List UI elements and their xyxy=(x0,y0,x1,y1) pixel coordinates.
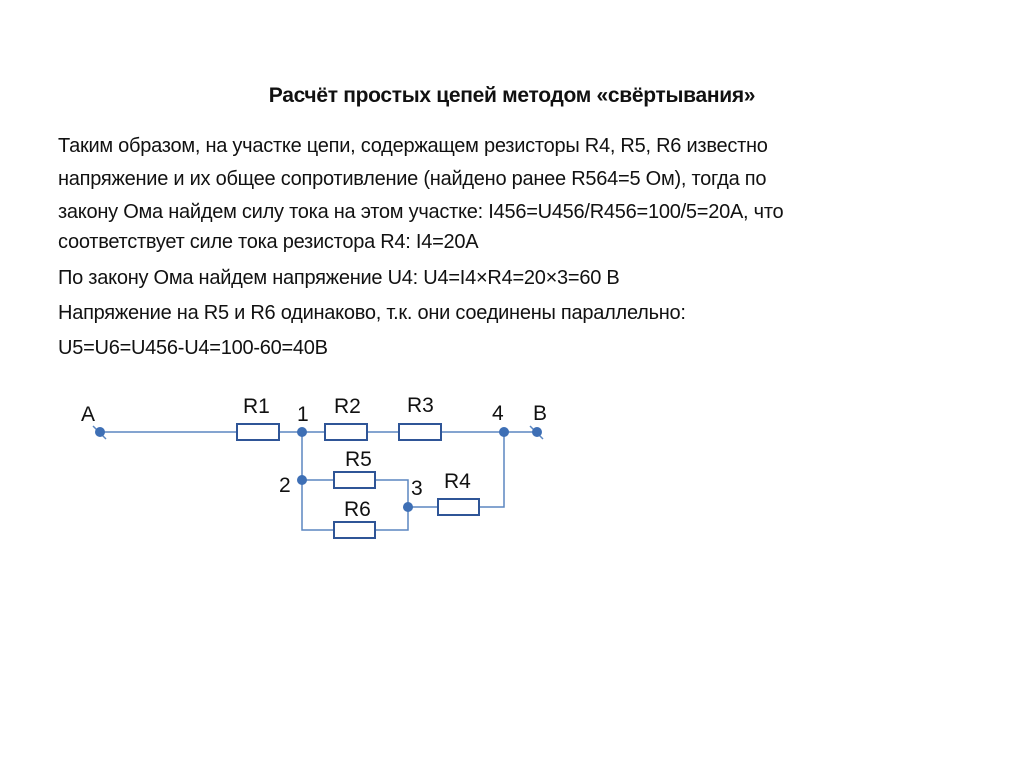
resistor-r6 xyxy=(334,522,375,538)
node-4 xyxy=(499,427,509,437)
text-line: закону Ома найдем силу тока на этом участке: I456=U456/R456=100/5=20A, что xyxy=(58,201,784,223)
label-node-4: 4 xyxy=(492,402,504,425)
label-b: B xyxy=(533,402,548,425)
resistor-r4 xyxy=(438,499,479,515)
terminal-a xyxy=(95,427,105,437)
label-a: A xyxy=(81,403,96,426)
paragraph-2: По закону Ома найдем напряжение U4: U4=I4×R4=20×3=60 В xyxy=(58,267,620,289)
resistor-r3 xyxy=(399,424,441,440)
slide-title: Расчёт простых цепей методом «свёртывания» xyxy=(268,84,756,107)
label-node-2: 2 xyxy=(279,474,291,497)
terminal-b xyxy=(532,427,542,437)
text-line: Таким образом, на участке цепи, содержащем резисторы R4, R5, R6 известно xyxy=(58,135,768,157)
label-r1: R1 xyxy=(243,395,270,418)
resistor-r1 xyxy=(237,424,279,440)
text-line: соответствует силе тока резистора R4: I4=20A xyxy=(58,231,479,253)
label-node-1: 1 xyxy=(297,403,309,426)
label-r4: R4 xyxy=(444,470,471,493)
node-3 xyxy=(403,502,413,512)
resistor-r5 xyxy=(334,472,375,488)
node-2 xyxy=(297,475,307,485)
node-1 xyxy=(297,427,307,437)
text-line: напряжение и их общее сопротивление (найдено ранее R564=5 Ом), тогда по xyxy=(58,168,767,190)
label-r3: R3 xyxy=(407,394,434,417)
label-r5: R5 xyxy=(345,448,372,471)
resistor-r2 xyxy=(325,424,367,440)
paragraph-4: U5=U6=U456-U4=100-60=40В xyxy=(58,337,328,359)
label-r6: R6 xyxy=(344,498,371,521)
label-r2: R2 xyxy=(334,395,361,418)
paragraph-3: Напряжение на R5 и R6 одинаково, т.к. они соединены параллельно: xyxy=(58,302,686,324)
label-node-3: 3 xyxy=(411,477,423,500)
